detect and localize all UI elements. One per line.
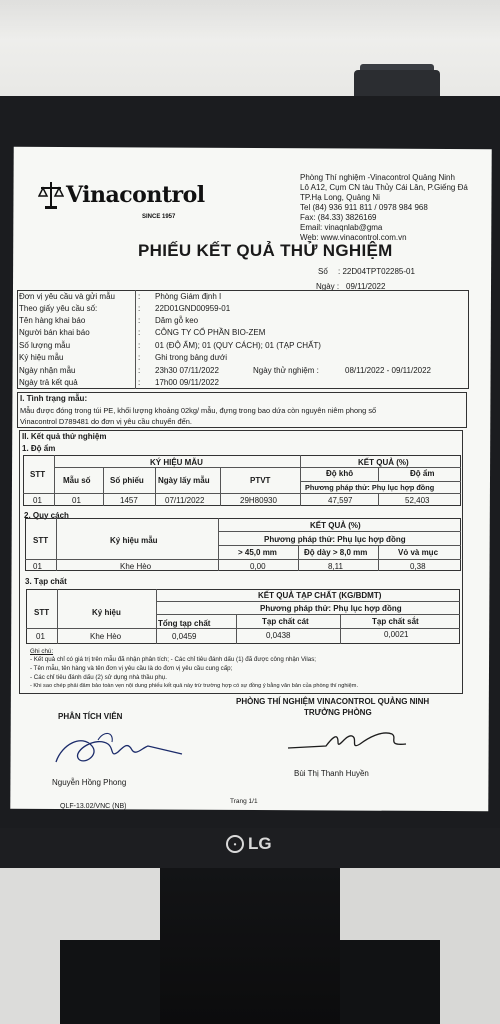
col-kyhieu: KÝ HIỆU MẪU xyxy=(150,458,203,467)
col-stt: STT xyxy=(30,470,46,479)
header-line: Web: www.vinacontrol.com.vn xyxy=(300,233,407,242)
ngay-thu-value: 08/11/2022 - 09/11/2022 xyxy=(345,366,431,375)
ngay-value: 09/11/2022 xyxy=(346,282,386,291)
cell: 0,0021 xyxy=(384,630,409,639)
info-label: Số lượng mẫu xyxy=(19,341,71,350)
rule xyxy=(300,455,301,506)
header-line: Lô A12, Cụm CN tàu Thủy Cái Lân, P.Giếng Đá xyxy=(300,183,468,192)
ngay-label: Ngày : xyxy=(316,282,340,291)
so-value: : 22D04TPT02285-01 xyxy=(338,267,415,276)
rule xyxy=(378,545,379,571)
spec-heading: 2. Quy cách xyxy=(24,511,69,520)
cell: 52,403 xyxy=(405,496,430,505)
cell: 8,11 xyxy=(328,562,343,571)
header-line: Phòng Thí nghiệm -Vinacontrol Quảng Ninh xyxy=(300,173,455,182)
rule xyxy=(25,559,461,560)
cell: 0,0438 xyxy=(266,631,291,640)
rule xyxy=(54,455,55,506)
so-label: Số xyxy=(318,267,328,276)
rule xyxy=(298,545,299,571)
rule xyxy=(103,467,104,506)
rule xyxy=(236,614,237,644)
rule xyxy=(220,467,221,506)
info-value: Phòng Giám định I xyxy=(155,292,222,301)
logo-since: SINCE 1957 xyxy=(142,214,176,220)
cell: 0,38 xyxy=(410,562,426,571)
method-text: Phương pháp thử: Phụ lục hợp đồng xyxy=(305,483,435,492)
cell: 1457 xyxy=(120,496,138,505)
note-line: - Các chỉ tiêu đánh dấu (2) sử dụng nhà thầu phụ. xyxy=(30,674,167,681)
manager-signature xyxy=(286,726,416,761)
condition-text: Vinacontrol D789481 do đơn vị yêu cầu chuyển đến. xyxy=(20,417,192,426)
cell: Khe Hèo xyxy=(90,632,122,641)
impurity-heading: 3. Tạp chất xyxy=(25,577,67,586)
header-line: TP.Hạ Long, Quảng Ni xyxy=(300,193,380,202)
rule xyxy=(155,467,156,506)
lg-logo xyxy=(226,834,272,854)
col-c3: Tạp chất sắt xyxy=(372,617,419,626)
rule xyxy=(56,518,57,571)
col-c1: Tổng tạp chất xyxy=(158,619,211,628)
info-label: Người bán khai báo xyxy=(19,328,90,337)
info-colon: : xyxy=(138,316,141,325)
cell: 01 xyxy=(36,632,45,641)
col-ngaylay: Ngày lấy mẫu xyxy=(158,476,210,485)
info-value: 23h30 07/11/2022 xyxy=(155,366,219,375)
rule xyxy=(156,614,460,615)
info-label: Ngày trả kết quả xyxy=(19,378,78,387)
rule xyxy=(218,518,219,571)
rule xyxy=(156,589,157,644)
rule xyxy=(26,628,460,629)
document-title: PHIẾU KẾT QUẢ THỬ NGHIỆM xyxy=(138,241,393,260)
col-stt: STT xyxy=(34,608,50,617)
cell: 47,597 xyxy=(328,496,353,505)
lg-circle-icon: • xyxy=(226,835,244,853)
cell: 07/11/2022 xyxy=(165,496,205,505)
info-value: Dăm gỗ keo xyxy=(155,316,199,325)
info-value: Ghi trong bảng dưới xyxy=(155,353,227,362)
col-ptvt: PTVT xyxy=(250,476,271,485)
note-line: - Khi sao chép phải đảm bảo toàn vẹn nội dung phiếu kết quả này trừ trường hợp có sự đồng ý bằng văn bản của phòng thí nghiệm. xyxy=(30,683,358,689)
col-ketqua: KẾT QUẢ TẠP CHẤT (KG/BDMT) xyxy=(258,591,382,600)
col-c2: Tạp chất cát xyxy=(262,617,309,626)
rule xyxy=(54,467,461,468)
page-number: Trang 1/1 xyxy=(230,798,258,805)
analyst-signature xyxy=(52,724,192,779)
header-line: Tel (84) 936 911 811 / 0978 984 968 xyxy=(300,203,428,212)
monitor-stand xyxy=(160,868,340,1024)
rule xyxy=(23,493,461,494)
lab-sign-subtitle: TRƯỞNG PHÒNG xyxy=(304,708,372,717)
scales-icon xyxy=(38,180,64,210)
col-sophieu: Số phiếu xyxy=(110,476,144,485)
rule xyxy=(378,493,379,506)
analyst-title: PHÂN TÍCH VIÊN xyxy=(58,712,123,721)
info-value: 01 (ĐỘ ẨM); 01 (QUY CÁCH); 01 (TẠP CHẤT) xyxy=(155,341,321,350)
note-line: - Kết quả chỉ có giá trị trên mẫu đã nhận phân tích; - Các chỉ tiêu đánh dấu (1) đã được công nhận Vilas; xyxy=(30,656,317,663)
info-value: CÔNG TY CỔ PHẦN BIO-ZEM xyxy=(155,328,266,337)
cell: 0,00 xyxy=(250,562,266,571)
cell: Khe Hèo xyxy=(120,562,152,571)
col-c2: Độ dày > 8,0 mm xyxy=(304,548,368,557)
notes-heading: Ghi chú: xyxy=(30,648,54,655)
vinacontrol-logo xyxy=(38,180,205,210)
cell: 01 xyxy=(33,496,42,505)
rule xyxy=(57,589,58,644)
form-code: QLF-13.02/VNC (NB) xyxy=(60,803,127,810)
logo-text: Vinacontrol xyxy=(66,182,205,208)
ngay-thu-label: Ngày thử nghiệm : xyxy=(253,366,319,375)
condition-heading: I. Tình trạng mẫu: xyxy=(20,394,88,403)
info-label: Tên hàng khai báo xyxy=(19,316,86,325)
rule xyxy=(340,614,341,644)
note-line: - Tên mẫu, tên hàng và tên đơn vị yêu cầu là do đơn vị yêu cầu cung cấp; xyxy=(30,665,233,672)
col-doam: Độ ẩm xyxy=(410,469,435,478)
info-colon: : xyxy=(138,353,141,362)
rule xyxy=(300,481,461,482)
info-colon: : xyxy=(138,328,141,337)
rule xyxy=(156,601,460,602)
col-kyhieu: Ký hiệu xyxy=(92,608,121,617)
info-colon: : xyxy=(138,366,141,375)
col-ketqua: KẾT QUẢ (%) xyxy=(310,521,361,530)
rule xyxy=(378,467,379,481)
header-line: Email: vinaqnlab@gma xyxy=(300,223,383,232)
moisture-heading: 1. Độ ẩm xyxy=(22,444,56,453)
col-dokho: Độ khô xyxy=(326,469,354,478)
wall-shadow xyxy=(0,0,500,40)
analyst-name: Nguyễn Hồng Phong xyxy=(52,778,127,787)
lab-sign-title: PHÒNG THÍ NGHIỆM VINACONTROL QUẢNG NINH xyxy=(236,697,430,706)
info-label: Ký hiệu mẫu xyxy=(19,353,64,362)
brand-text: LG xyxy=(248,834,272,853)
cell: 29H80930 xyxy=(240,496,277,505)
cell: 01 xyxy=(72,496,81,505)
rule xyxy=(218,531,461,532)
col-kyhieu: Ký hiệu mẫu xyxy=(110,536,158,545)
info-colon: : xyxy=(138,304,141,313)
header-line: Fax: (84.33) 3826169 xyxy=(300,213,377,222)
info-colon: : xyxy=(138,378,141,387)
info-label: Đơn vị yêu cầu và gửi mẫu xyxy=(19,292,115,301)
col-ketqua: KẾT QUẢ (%) xyxy=(358,458,409,467)
rule xyxy=(218,545,461,546)
col-c3: Vỏ và mục xyxy=(398,548,439,557)
col-somau: Mẫu số xyxy=(63,476,91,485)
method-text: Phương pháp thử: Phụ lục hợp đồng xyxy=(264,535,406,544)
col-c1: > 45,0 mm xyxy=(238,548,277,557)
info-label: Ngày nhận mẫu xyxy=(19,366,76,375)
cell: 0,0459 xyxy=(172,632,197,641)
info-label: Theo giấy yêu cầu số: xyxy=(19,304,98,313)
info-value: 17h00 09/11/2022 xyxy=(155,378,219,387)
condition-text: Mẫu được đóng trong túi PE, khối lượng khoảng 02kg/ mẫu, đựng trong bao dứa còn nguyên niêm phong số xyxy=(20,406,377,415)
manager-name: Bùi Thị Thanh Huyền xyxy=(294,769,369,778)
info-colon: : xyxy=(138,292,141,301)
info-value: 22D01GND00959-01 xyxy=(155,304,231,313)
info-colon: : xyxy=(138,341,141,350)
results-heading: II. Kết quả thử nghiệm xyxy=(22,432,107,441)
divider xyxy=(135,290,136,389)
col-stt: STT xyxy=(33,536,49,545)
method-text: Phương pháp thử: Phụ lục hợp đồng xyxy=(260,604,402,613)
cell: 01 xyxy=(33,562,42,571)
